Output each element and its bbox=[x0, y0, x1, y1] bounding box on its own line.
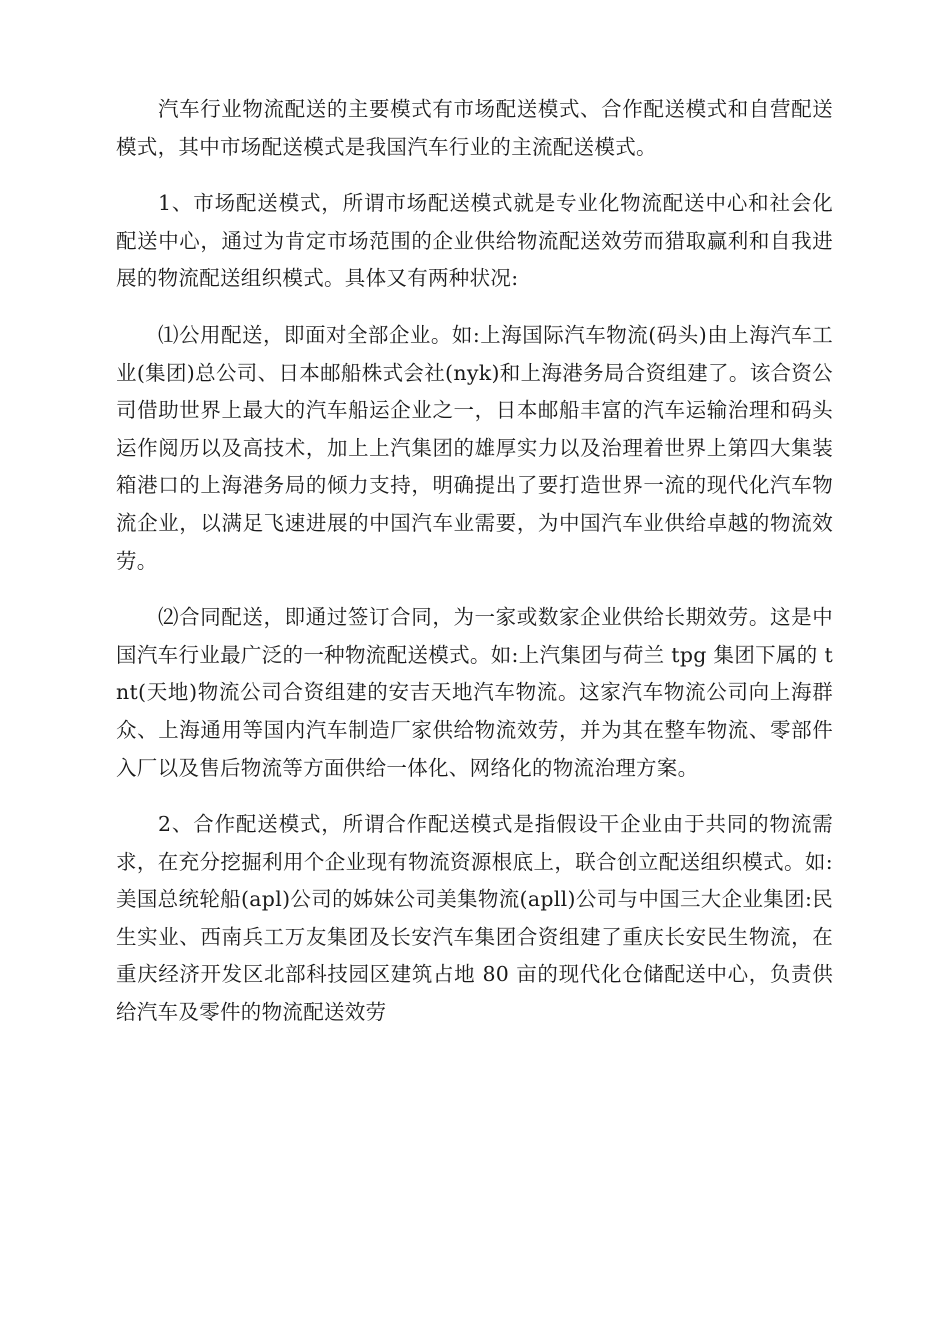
paragraph-market-distribution: 1、市场配送模式，所谓市场配送模式就是专业化物流配送中心和社会化配送中心，通过为肯定市场范围的企业供给物流配送效劳而猎取赢利和自我进展的物流配送组织模式。具体又有两种状况: bbox=[116, 191, 833, 291]
paragraph-cooperative-distribution: 2、合作配送模式，所谓合作配送模式是指假设干企业由于共同的物流需求，在充分挖掘利用个企业现有物流资源根底上，联合创立配送组织模式。如:美国总统轮船(apl)公司的姊妹公司美集物流(apll)公司与中国三大企业集团:民生实业、西南兵工万友集团及长安汽车集团合资组建了重庆长安民生物流，在重庆经济开发区北部科技园区建筑占地 80 亩的现代化仓储配送中心，负责供给汽车及零件的物流配送效劳 bbox=[116, 812, 833, 1025]
paragraph-contract-distribution: ⑵合同配送，即通过签订合同，为一家或数家企业供给长期效劳。这是中国汽车行业最广泛的一种物流配送模式。如:上汽集团与荷兰 tpg 集团下属的 tnt(天地)物流公司合资组建的安吉天地汽车物流。这家汽车物流公司向上海群众、上海通用等国内汽车制造厂家供给物流效劳，并为其在整车物流、零部件入厂以及售后物流等方面供给一体化、网络化的物流治理方案。 bbox=[116, 605, 833, 780]
document-body bbox=[116, 91, 833, 1051]
paragraph-intro: 汽车行业物流配送的主要模式有市场配送模式、合作配送模式和自营配送模式，其中市场配送模式是我国汽车行业的主流配送模式。 bbox=[116, 97, 833, 159]
paragraph-public-distribution: ⑴公用配送，即面对全部企业。如:上海国际汽车物流(码头)由上海汽车工业(集团)总公司、日本邮船株式会社(nyk)和上海港务局合资组建了。该合资公司借助世界上最大的汽车船运企业之一，日本邮船丰富的汽车运输治理和码头运作阅历以及高技术，加上上汽集团的雄厚实力以及治理着世界上第四大集装箱港口的上海港务局的倾力支持，明确提出了要打造世界一流的现代化汽车物流企业，以满足飞速进展的中国汽车业需要，为中国汽车业供给卓越的物流效劳。 bbox=[116, 322, 833, 573]
